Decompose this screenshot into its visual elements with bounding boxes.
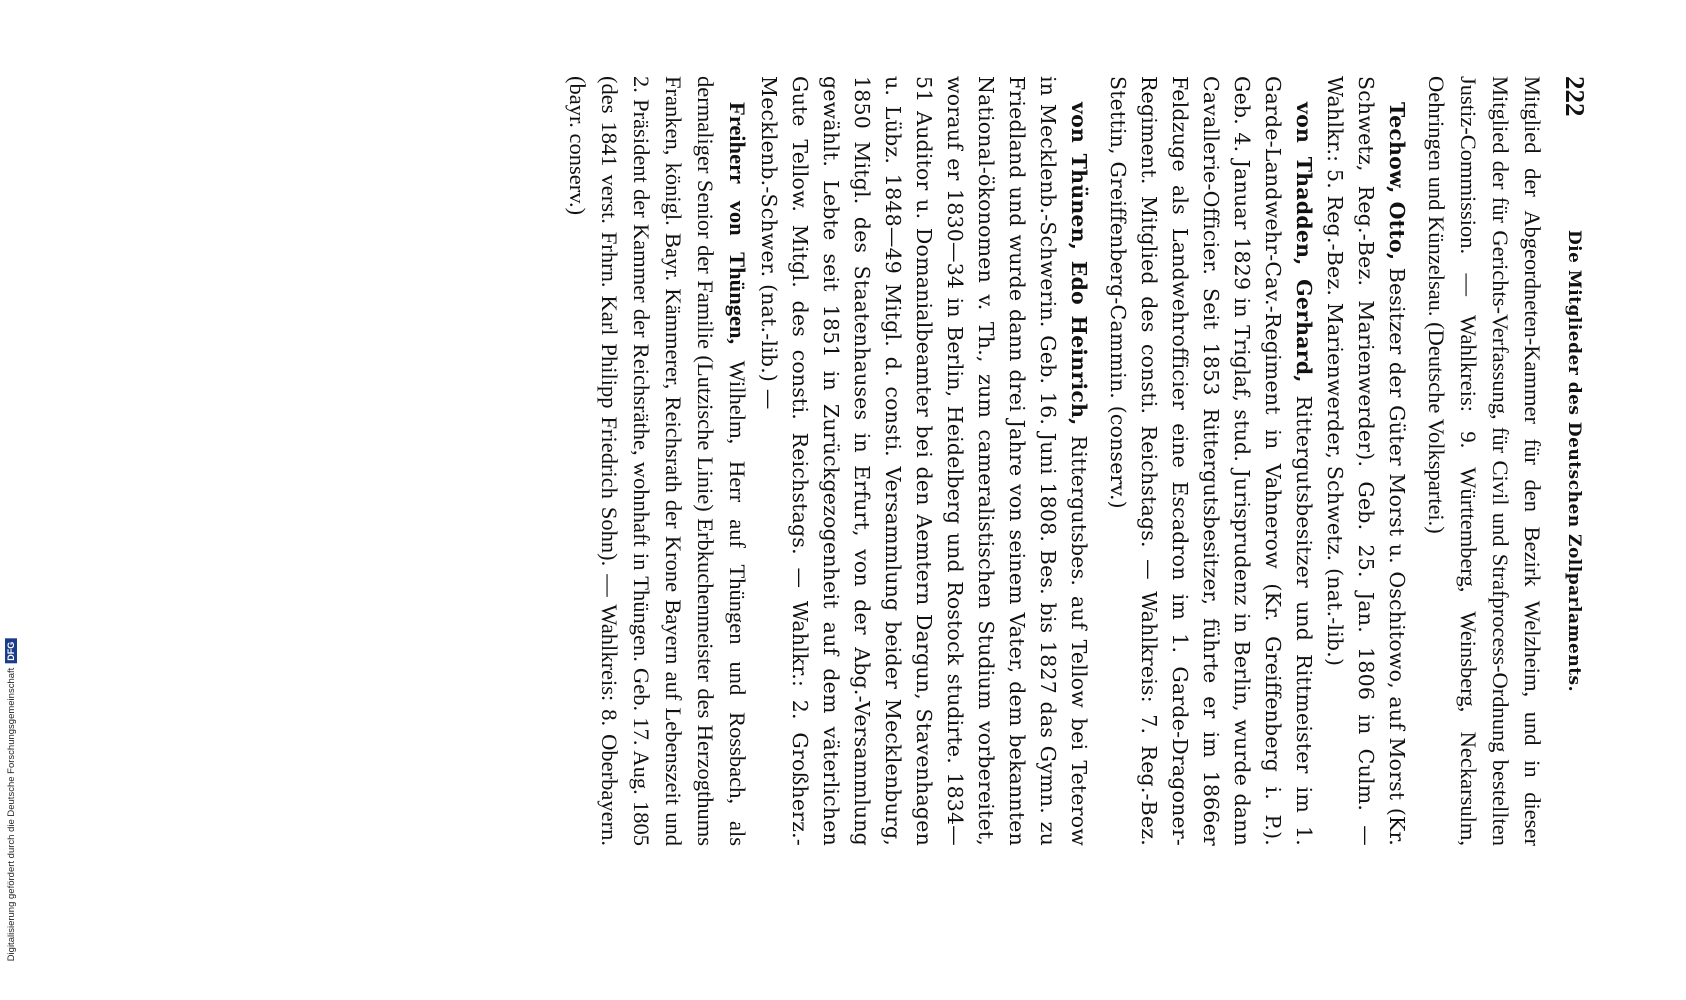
entry-body: Besitzer der Güter Morst u. Oschitowo, auf Morst (Kr. Schwetz, Reg.-Bez. Marienwerder). Geb. 25. Jan. 1806 in Culm. — Wahlkr.: 5. Reg.-Bez. Marienwerder, Schwetz. (nat.-lib.): [1323, 76, 1409, 847]
entry-body: Rittergutsbesitzer und Rittmeister im 1. Garde-Landwehr-Cav.-Regiment in Vahnerow (Kr. Greiffenberg i. P.). Geb. 4. Januar 1829 in Triglaf, stud. Jurisprudenz in Berlin, wurde dann Cavallerie-Officier. Seit 1853 Rittergutsbesitzer, führte er im 1866er Feldzuge als Landwehrofficier eine Escadron im 1. Garde-Dragoner-Regiment. Mitglied des consti. Reichstags. — Wahlkreis: 7. Reg.-Bez. Stettin, Greiffenberg-Cammin. (conserv.): [1106, 76, 1316, 847]
dfg-logo-icon: DFG: [5, 639, 17, 664]
entry-name: von Thadden, Gerhard,: [1292, 102, 1316, 383]
page-content: [561, 76, 1590, 846]
running-title: Die Mitglieder des Deutschen Zollparlaments.: [1564, 229, 1584, 693]
entry-thuenen: [753, 76, 1094, 846]
entry-name: Freiherr von Thüngen,: [725, 102, 750, 345]
entry-techow: [1319, 76, 1412, 846]
entry-name: Techow, Otto,: [1385, 102, 1409, 261]
paragraph-continuation: [1420, 76, 1548, 846]
entry-body: Wilhelm, Herr auf Thüngen und Rossbach, als dermaliger Senior der Familie (Lutzische Linie) Erbkuchenmeister des Herzogthums Franken, königl. Bayr. Kämmerer, Reichsrath der Krone Bayern auf Lebenszeit und 2. Präsident der Kammer der Reichsräthe, wohnhaft in Thüngen. Geb. 17. Aug. 1805 (des 1841 verst. Frhrn. Karl Philipp Friedrich Sohn). — Wahlkreis: 8. Oberbayern. (bayr. conserv.): [565, 76, 750, 846]
entry-thuengen: [561, 76, 753, 846]
paragraph-body: Mitglied der Abgeordneten-Kammer für den Bezirk Welzheim, und in dieser Mitglied der für Gerichts-Verfassung, für Civil und Strafprocess-Ordnung bestellten Justiz-Commission. — Wahlkreis: 9. Württemberg, Weinsberg, Neckarsulm, Oehringen und Künzelsau. (Deutsche Volkspartei.): [1424, 76, 1545, 846]
running-header: [1562, 76, 1590, 846]
entry-name: von Thünen, Edo Heinrich,: [1067, 102, 1091, 426]
entry-body: Rittergutsbes. auf Tellow bei Teterow in Mecklenb.-Schwerin. Geb. 16. Juni 1808. Bes. bis 1827 das Gymn. zu Friedland und wurde dann drei Jahre von seinem Vater, dem bekannten National-ökonomen v. Th., zum cameralistischen Studium vorbereitet, worauf er 1830—34 in Berlin, Heidelberg und Rostock studirte. 1834—51 Auditor u. Domanialbeamter bei den Aemtern Dargun, Stavenhagen u. Lübz. 1848—49 Mitgl. d. consti. Versammlung beider Mecklenburg, 1850 Mitgl. des Staatenhauses in Erfurt, von der Abg.-Versammlung gewählt. Lebte seit 1851 in Zurückgezogenheit auf dem väterlichen Gute Tellow. Mitgl. des consti. Reichstags. — Wahlkr.: 2. Großherz.-Mecklenb.-Schwer. (nat.-lib.) —: [757, 76, 1091, 846]
credit-text: Digitalisierung gefördert durch die Deutsche Forschungsgemeinschaft: [5, 667, 17, 962]
rotated-page: [14, 0, 1686, 1000]
page-number: 222: [1560, 76, 1590, 117]
entry-thadden: [1102, 76, 1319, 846]
